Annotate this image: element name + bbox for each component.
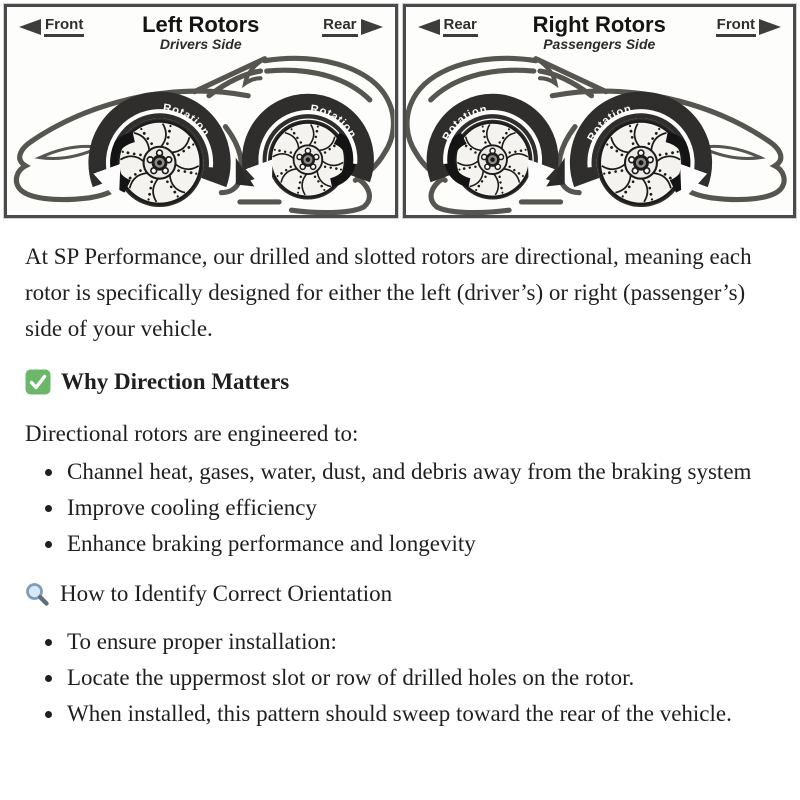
rear-direction-indicator [418, 17, 478, 37]
front-direction-indicator [716, 17, 781, 37]
rotation-label: Rotation [162, 101, 212, 139]
section-why-direction-matters-heading [25, 364, 775, 400]
direction-label: Front [716, 17, 756, 37]
list-item: • When installed, this pattern should sweep toward the rear of the vehicle. [65, 696, 775, 732]
intro-paragraph: At SP Performance, our drilled and slotted rotors are directional, meaning each rotor is specifically designed for either the left (driver’s) or right (passenger’s) side of your vehicle. [25, 244, 752, 341]
section-how-to-identify-heading [25, 576, 775, 612]
rotation-label: Rotation [309, 102, 359, 141]
left-panel-header [17, 13, 385, 53]
list-item: • Channel heat, gases, water, dust, and debris away from the braking system [65, 454, 775, 490]
panel-title: Right Rotors [532, 12, 666, 37]
list-item: • Improve cooling efficiency [65, 490, 775, 526]
direction-label: Front [44, 17, 84, 37]
right-panel-header [416, 13, 784, 53]
front-direction-indicator [19, 17, 84, 37]
arrow-left-icon [418, 19, 440, 35]
check-mark-emoji-icon [25, 369, 51, 395]
arrow-right-icon [759, 19, 781, 35]
arrow-left-icon [19, 19, 41, 35]
section-lead: Directional rotors are engineered to: [25, 421, 359, 446]
rotation-label: Rotation [440, 103, 488, 143]
panel-title: Left Rotors [142, 12, 260, 37]
direction-label: Rear [443, 17, 478, 37]
rotation-label: Rotation [585, 102, 633, 144]
arrow-right-icon [361, 19, 383, 35]
list-item: • Locate the uppermost slot or row of drilled holes on the rotor. [65, 660, 775, 696]
rear-direction-indicator [322, 17, 382, 37]
left-rotors-panel [4, 4, 398, 218]
section-title: Why Direction Matters [61, 369, 290, 394]
section-title: How to Identify Correct Orientation [60, 581, 393, 606]
article [0, 239, 800, 732]
list-item: • Enhance braking performance and longevity [65, 526, 775, 562]
right-rotors-panel [403, 4, 797, 218]
magnifying-glass-emoji-icon [25, 582, 50, 607]
benefits-list [25, 454, 775, 562]
direction-label: Rear [322, 17, 357, 37]
list-item: • To ensure proper installation: [65, 624, 775, 660]
orientation-steps-list [25, 624, 775, 732]
panel-subtitle: Drivers Side [159, 36, 242, 53]
panel-subtitle: Passengers Side [543, 36, 656, 53]
rotor-direction-diagram [0, 0, 800, 218]
